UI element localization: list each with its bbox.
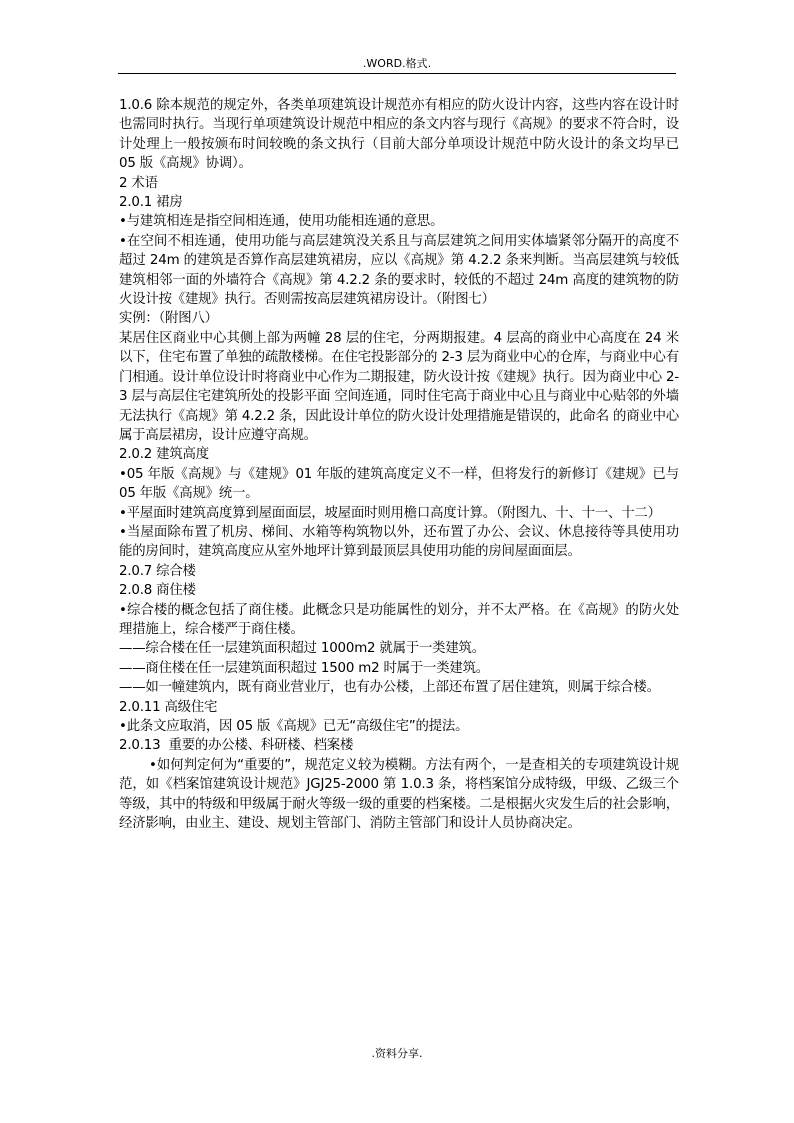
bullet-paragraph: •在空间不相连通，使用功能与高层建筑没关系且与高层建筑之间用实体墙紧邻分隔开的高度不超过 24m 的建筑是否算作高层建筑裙房，应以《高规》第 4.2.2 条来判断。当高层建筑与较低建筑相邻一面的外墙符合《高规》第 4.2.2 条的要求时，较低的不超过 24m 高度的建筑物的防火设计按《建规》执行。否则需按高层建筑裙房设计。（附图七） <box>119 233 680 308</box>
footer-text: .资料分享. <box>371 1047 423 1060</box>
example-heading: 实例：（附图八） <box>119 311 218 327</box>
bullet-paragraph: •此条文应取消，因 05 版《高规》已无“高级住宅”的提法。 <box>119 719 469 734</box>
paragraph-1-0-6: 1.0.6 除本规范的规定外，各类单项建筑设计规范亦有相应的防火设计内容，这些内容在设计时也需同时执行。当现行单项建筑设计规范中相应的条文内容与现行《高规》的要求不符合时，设计处理上一般按颁布时间较晚的条文执行（目前大部分单项设计规范中防火设计的条文均早已 05 版《高规》协调）。 <box>119 98 679 172</box>
bullet-paragraph: •综合楼的概念包括了商住楼。此概念只是功能属性的划分，并不太严格。在《高规》的防火处理措施上，综合楼严于商住楼。 <box>119 602 679 637</box>
clause-heading-2-0-8: 2.0.8 商住楼 <box>119 583 196 599</box>
dash-paragraph: ——商住楼在任一层建筑面积超过 1500 m2 时属于一类建筑。 <box>119 660 489 676</box>
bullet-paragraph: •与建筑相连是指空间相连通，使用功能相连通的意思。 <box>119 214 444 230</box>
section-heading-terms: 2 术语 <box>119 175 158 191</box>
clause-heading-2-0-7: 2.0.7 综合楼 <box>119 563 196 579</box>
header-text: .WORD.格式. <box>362 57 432 70</box>
bullet-paragraph: •平屋面时建筑高度算到屋面面层，坡屋面时则用檐口高度计算。（附图九、十、十一、十二） <box>119 505 661 521</box>
page-footer <box>0 1046 794 1062</box>
page-header <box>118 55 676 74</box>
clause-heading-2-0-13: 2.0.13 重要的办公楼、科研楼、档案楼 <box>119 738 354 754</box>
clause-heading-2-0-2: 2.0.2 建筑高度 <box>119 447 209 463</box>
bullet-paragraph: •05 年版《高规》与《建规》01 年版的建筑高度定义不一样，但将发行的新修订《建规》已与 05 年版《高规》统一。 <box>119 466 679 502</box>
dash-paragraph: ——如一幢建筑内，既有商业营业厅，也有办公楼，上部还布置了居住建筑，则属于综合楼。 <box>119 680 660 696</box>
example-paragraph: 某居住区商业中心其侧上部为两幢 28 层的住宅，分两期报建。4 层高的商业中心高度在 24 米以下，住宅布置了单独的疏散楼梯。在住宅投影部分的 2-3 层为商业中心的仓库，与商业中心有门相通。设计单位设计时将商业中心作为二期报建，防火设计按《建规》执行。因为商业中心 2-3 层与高层住宅建筑所处的投影平面 空间连通，同时住宅高于商业中心且与商业中心贴邻的外墙无法执行《高规》第 4.2.2 条，因此设计单位的防火设计处理措施是错误的，此命名 的商业中心属于高层裙房，设计应遵守高规。 <box>119 330 679 443</box>
bullet-paragraph: •如何判定何为“重要的”，规范定义较为模糊。方法有两个，一是查相关的专项建筑设计规范，如《档案馆建筑设计规范》JGJ25-2000 第 1.0.3 条，将档案馆分成特级，甲级、乙级三个等级，其中的特级和甲级属于耐火等级一级的重要的档案楼。二是根据火灾发生后的社会影响，经济影响，由业主、建设、规划主管部门、消防主管部门和设计人员协商决定。 <box>119 757 679 832</box>
bullet-paragraph: •当屋面除布置了机房、梯间、水箱等构筑物以外，还布置了办公、会议、休息接待等具使用功能的房间时，建筑高度应从室外地坪计算到最顶层具使用功能的房间屋面面层。 <box>119 524 679 560</box>
clause-heading-2-0-11: 2.0.11 高级住宅 <box>119 699 218 715</box>
dash-paragraph: ——综合楼在任一层建筑面积超过 1000m2 就属于一类建筑。 <box>119 641 485 657</box>
clause-heading-2-0-1: 2.0.1 裙房 <box>119 195 183 211</box>
document-body <box>119 96 679 833</box>
